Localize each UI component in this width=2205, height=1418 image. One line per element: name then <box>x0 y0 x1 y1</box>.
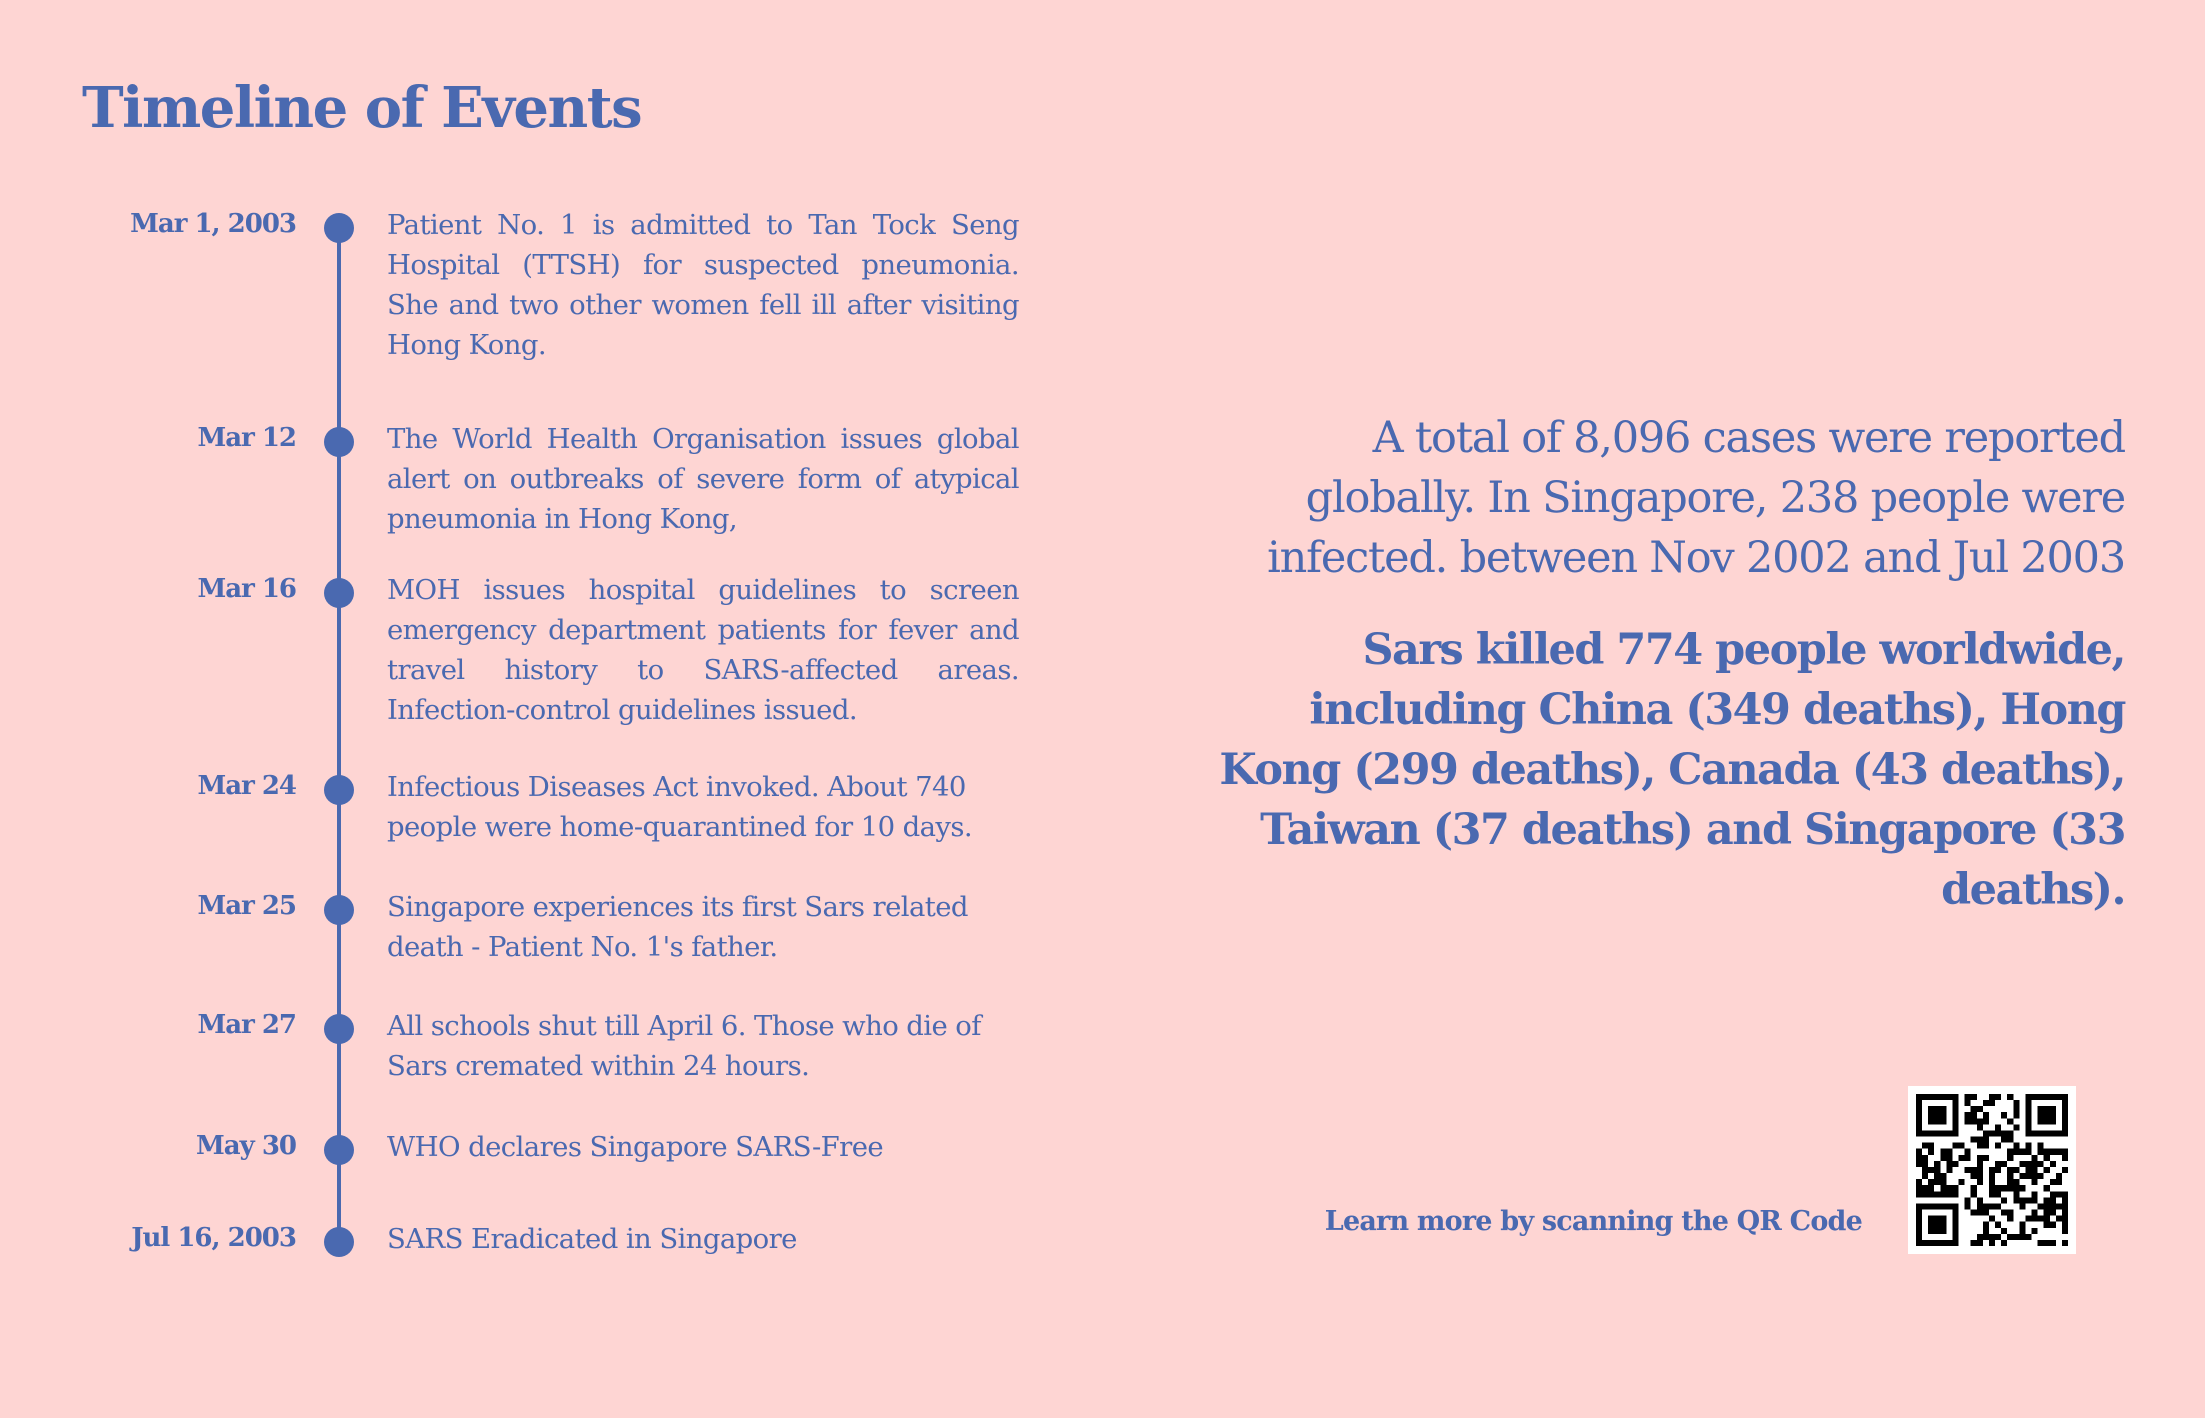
event-date: Mar 12 <box>197 423 296 453</box>
event-description: SARS Eradicated in Singapore <box>387 1223 797 1255</box>
timeline-dot <box>324 213 354 243</box>
event-date: Mar 27 <box>197 1010 296 1040</box>
timeline-dot <box>324 427 354 457</box>
event-date: Mar 25 <box>197 891 296 921</box>
timeline-line <box>337 222 341 1236</box>
event-description: Singapore experiences its first Sars related death - Patient No. 1's father. <box>387 891 968 963</box>
timeline-dot <box>324 578 354 608</box>
deaths-summary: Sars killed 774 people worldwide, including China (349 deaths), Hong Kong (299 deaths), Canada (43 deaths), Taiwan (37 deaths) and Singapore (33 deaths). <box>1219 625 2125 915</box>
event-description: Infectious Diseases Act invoked. About 740 people were home-quarantined for 10 days. <box>387 771 973 843</box>
event-description: The World Health Organisation issues global alert on outbreaks of severe form of atypical pneumonia in Hong Kong, <box>387 423 1019 535</box>
event-date: Mar 24 <box>197 771 296 801</box>
qr-code[interactable] <box>1908 1086 2076 1254</box>
event-date: May 30 <box>196 1131 296 1161</box>
event-description: Patient No. 1 is admitted to Tan Tock Seng Hospital (TTSH) for suspected pneumonia. She and two other women fell ill after visiting Hong Kong. <box>387 209 1019 361</box>
timeline-dot <box>324 1014 354 1044</box>
event-date: Mar 16 <box>197 574 296 604</box>
event-date: Mar 1, 2003 <box>130 209 296 239</box>
qr-code-icon <box>1916 1094 2068 1246</box>
event-description: MOH issues hospital guidelines to screen emergency department patients for fever and travel history to SARS-affected areas. Infection-control guidelines issued. <box>387 574 1019 726</box>
event-description: All schools shut till April 6. Those who die of Sars cremated within 24 hours. <box>387 1010 981 1082</box>
cases-summary: A total of 8,096 cases were reported globally. In Singapore, 238 people were infected. between Nov 2002 and Jul 2003 <box>1267 413 2125 583</box>
timeline-dot <box>324 1135 354 1165</box>
event-description: WHO declares Singapore SARS-Free <box>387 1131 884 1163</box>
qr-caption: Learn more by scanning the QR Code <box>1324 1206 1862 1237</box>
timeline-dot <box>324 1227 354 1257</box>
event-date: Jul 16, 2003 <box>131 1223 296 1253</box>
page-title: Timeline of Events <box>82 75 642 141</box>
timeline-dot <box>324 895 354 925</box>
timeline-dot <box>324 775 354 805</box>
